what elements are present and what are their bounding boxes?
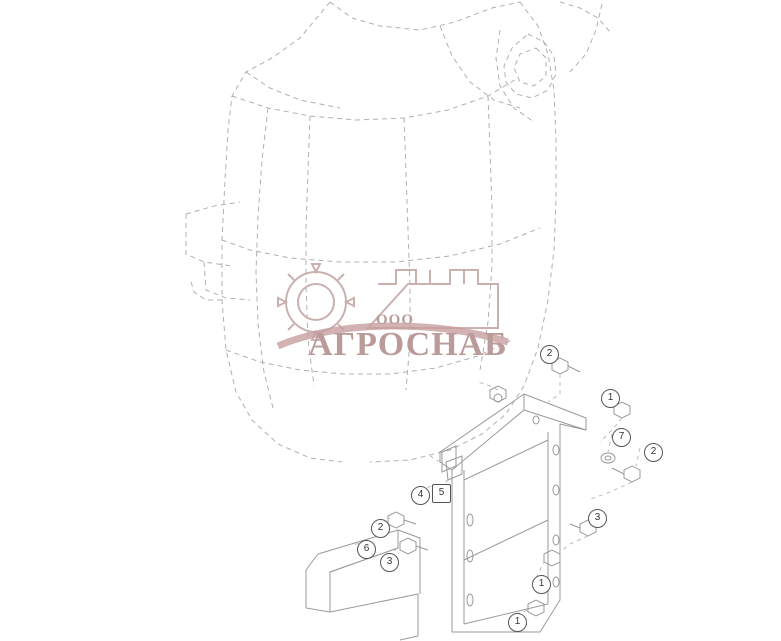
callout-2-4: 2 bbox=[644, 443, 663, 462]
callout-1-11: 1 bbox=[532, 575, 551, 594]
machine-outline-dashed bbox=[186, 2, 610, 462]
callout-6-9: 6 bbox=[357, 540, 376, 559]
watermark-company-name: АГРОСНАБ bbox=[308, 326, 508, 363]
callout-3-10: 3 bbox=[380, 553, 399, 572]
callout-7-3: 7 bbox=[612, 428, 631, 447]
callout-1-12: 1 bbox=[508, 613, 527, 632]
bracket-assembly bbox=[306, 394, 586, 640]
callout-3-7: 3 bbox=[588, 509, 607, 528]
callout-4-5: 4 bbox=[411, 486, 430, 505]
assembly-leader-lines bbox=[352, 352, 640, 614]
callout-5-6: 5 bbox=[432, 484, 451, 503]
watermark-ooo-text: ООО bbox=[376, 312, 415, 328]
callout-2-8: 2 bbox=[371, 519, 390, 538]
callout-1-2: 1 bbox=[601, 389, 620, 408]
callout-2-1: 2 bbox=[540, 345, 559, 364]
